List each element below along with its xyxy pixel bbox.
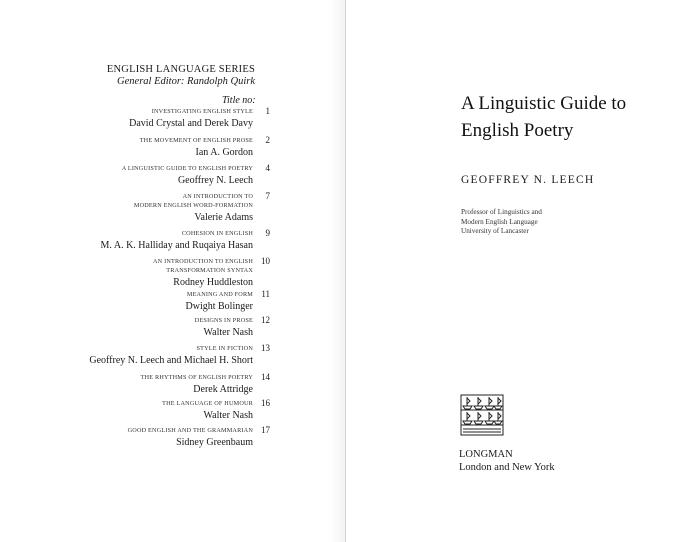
affiliation-line: Professor of Linguistics and bbox=[461, 208, 542, 216]
series-entry-number: 10 bbox=[261, 256, 270, 266]
series-entry-title: DESIGNS IN PROSE bbox=[194, 317, 253, 324]
series-header bbox=[107, 64, 255, 88]
series-entry-title: THE RHYTHMS OF ENGLISH POETRY bbox=[140, 374, 253, 381]
series-entry-number: 12 bbox=[261, 315, 270, 325]
series-entry-author: Sidney Greenbaum bbox=[176, 437, 253, 448]
series-entry-author: Dwight Bolinger bbox=[185, 301, 253, 312]
series-entry-title: MEANING AND FORM bbox=[186, 291, 253, 298]
author-affiliation bbox=[461, 208, 542, 237]
book-title-line: English Poetry bbox=[461, 120, 574, 141]
series-entry-author: Geoffrey N. Leech bbox=[177, 175, 253, 186]
series-title: ENGLISH LANGUAGE SERIES bbox=[106, 64, 255, 75]
gutter-divider bbox=[345, 0, 346, 542]
series-entry-author: M. A. K. Halliday and Ruqaiya Hasan bbox=[100, 240, 253, 251]
series-entry-title: INVESTIGATING ENGLISH STYLE bbox=[151, 108, 253, 115]
book-title-line: A Linguistic Guide to bbox=[461, 93, 627, 114]
series-entry-number: 11 bbox=[261, 289, 270, 299]
series-entry-author: Valerie Adams bbox=[194, 212, 253, 223]
book-author: GEOFFREY N. LEECH bbox=[461, 174, 595, 186]
series-entry-number: 17 bbox=[261, 425, 270, 435]
series-entry-number: 2 bbox=[265, 135, 270, 145]
series-entry-author: Walter Nash bbox=[203, 327, 253, 338]
series-entry-author: Rodney Huddleston bbox=[173, 277, 253, 288]
gutter-shadow bbox=[330, 0, 345, 542]
title-number-label: Title no: bbox=[222, 95, 256, 106]
series-entry-author: Geoffrey N. Leech and Michael H. Short bbox=[89, 355, 253, 366]
series-entry-number: 16 bbox=[261, 398, 270, 408]
series-entry-author: Ian A. Gordon bbox=[195, 147, 253, 158]
series-entry-title: TRANSFORMATION SYNTAX bbox=[166, 267, 253, 274]
series-entry-author: Derek Attridge bbox=[193, 384, 253, 395]
series-entry-title: THE LANGUAGE OF HUMOUR bbox=[162, 400, 253, 407]
series-entry-number: 9 bbox=[265, 228, 270, 238]
series-entry-number: 14 bbox=[261, 372, 270, 382]
series-entry-title: STYLE IN FICTION bbox=[196, 345, 253, 352]
series-entry-number: 1 bbox=[265, 106, 270, 116]
publisher-place: London and New York bbox=[459, 462, 555, 473]
series-entry-title: AN INTRODUCTION TO bbox=[182, 193, 253, 200]
series-entry-author: David Crystal and Derek Davy bbox=[129, 118, 253, 129]
publisher-name: LONGMAN bbox=[459, 449, 513, 460]
publisher-block bbox=[459, 448, 555, 474]
series-entry-number: 13 bbox=[261, 343, 270, 353]
affiliation-line: University of Lancaster bbox=[461, 227, 529, 235]
series-entry-title: A LINGUISTIC GUIDE TO ENGLISH POETRY bbox=[121, 165, 253, 172]
series-title-list bbox=[80, 108, 280, 448]
series-entry-author: Walter Nash bbox=[203, 410, 253, 421]
series-entry-title: COHESION IN ENGLISH bbox=[181, 230, 253, 237]
series-entry-title: GOOD ENGLISH AND THE GRAMMARIAN bbox=[127, 427, 253, 434]
series-entry-number: 4 bbox=[265, 163, 270, 173]
series-entry-title: MODERN ENGLISH WORD-FORMATION bbox=[133, 202, 253, 209]
series-entry-title: AN INTRODUCTION TO ENGLISH bbox=[152, 258, 253, 265]
book-title bbox=[461, 90, 661, 144]
affiliation-line: Modern English Language bbox=[461, 217, 538, 226]
series-entry-title: THE MOVEMENT OF ENGLISH PROSE bbox=[139, 137, 253, 144]
series-entry-number: 7 bbox=[265, 191, 270, 201]
series-editor: General Editor: Randolph Quirk bbox=[117, 76, 255, 87]
longman-ship-logo-icon bbox=[460, 394, 504, 436]
